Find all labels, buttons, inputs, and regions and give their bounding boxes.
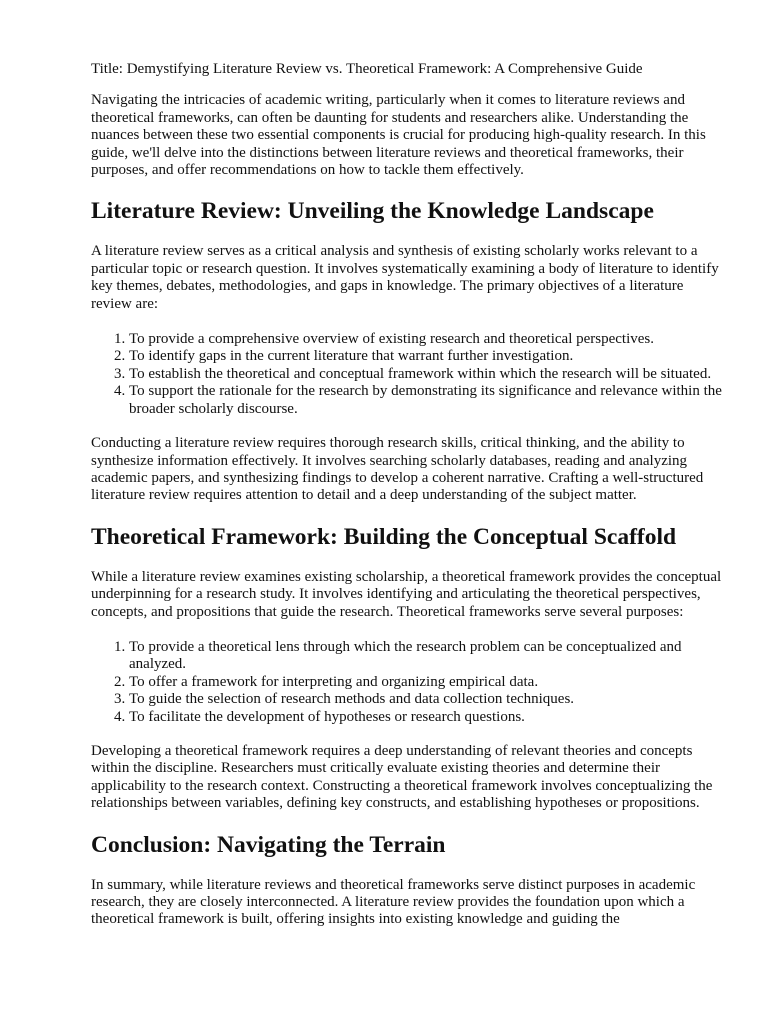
list-item: 3. To guide the selection of research methods and data collection techniques. [129,691,728,708]
list-item: 4. To support the rationale for the research by demonstrating its significance and relevance within the broader scholarly discourse. [129,383,728,418]
section-theoretical-framework [91,523,728,813]
list-item: 1. To provide a comprehensive overview of existing research and theoretical perspectives. [129,331,728,348]
section-lead-paragraph: While a literature review examines existing scholarship, a theoretical framework provides the conceptual underpinning for a research study. It involves identifying and articulating the theoretical perspectives, concepts, and propositions that guide the research. Theoretical frameworks serve several purposes: [91,568,722,620]
intro-paragraph: Navigating the intricacies of academic writing, particularly when it comes to literature reviews and theoretical frameworks, can often be daunting for students and researchers alike. Understanding the nuances between these two essential components is crucial for producing high-quality research. In this guide, we'll delve into the distinctions between literature reviews and theoretical frameworks, their purposes, and offer recommendations on how to tackle them effectively. [91,92,706,179]
section-literature-review [91,197,728,504]
section-heading: Theoretical Framework: Building the Conceptual Scaffold [91,523,677,550]
section-closing-paragraph: Developing a theoretical framework requires a deep understanding of relevant theories and concepts within the discipline. Researchers must critically evaluate existing theories and determine their applicability to the research context. Constructing a theoretical framework involves conceptualizing the relationships between variables, defining key constructs, and establishing hypotheses or propositions. [91,742,713,812]
document-title-line: Title: Demystifying Literature Review vs. Theoretical Framework: A Comprehensive Guide [91,61,643,77]
list-item: 3. To establish the theoretical and conceptual framework within which the research will be situated. [129,366,728,383]
section-conclusion [91,831,728,929]
list-item: 2. To identify gaps in the current literature that warrant further investigation. [129,348,728,365]
section-heading: Literature Review: Unveiling the Knowledge Landscape [91,198,654,225]
section-lead-paragraph: A literature review serves as a critical analysis and synthesis of existing scholarly works relevant to a particular topic or research question. It involves systematically examining a body of literature to identify key themes, debates, methodologies, and gaps in knowledge. The primary objectives of a literature review are: [91,243,719,312]
section-heading: Conclusion: Navigating the Terrain [91,831,446,858]
purposes-list [91,639,728,726]
section-lead-paragraph: In summary, while literature reviews and theoretical frameworks serve distinct purposes in academic research, they are closely interconnected. A literature review provides the foundation upon which a theoretical framework is built, offering insights into existing knowledge and guiding the [91,876,696,928]
list-item: 1. To provide a theoretical lens through which the research problem can be conceptualized and analyzed. [129,639,728,674]
list-item: 4. To facilitate the development of hypotheses or research questions. [129,709,728,726]
list-item: 2. To offer a framework for interpreting and organizing empirical data. [129,674,728,691]
objectives-list [91,331,728,418]
section-closing-paragraph: Conducting a literature review requires thorough research skills, critical thinking, and the ability to synthesize information effectively. It involves searching scholarly databases, reading and analyzing academic papers, and synthesizing findings to develop a coherent narrative. Crafting a well-structured literature review requires attention to detail and a deep understanding of the subject matter. [91,435,704,504]
